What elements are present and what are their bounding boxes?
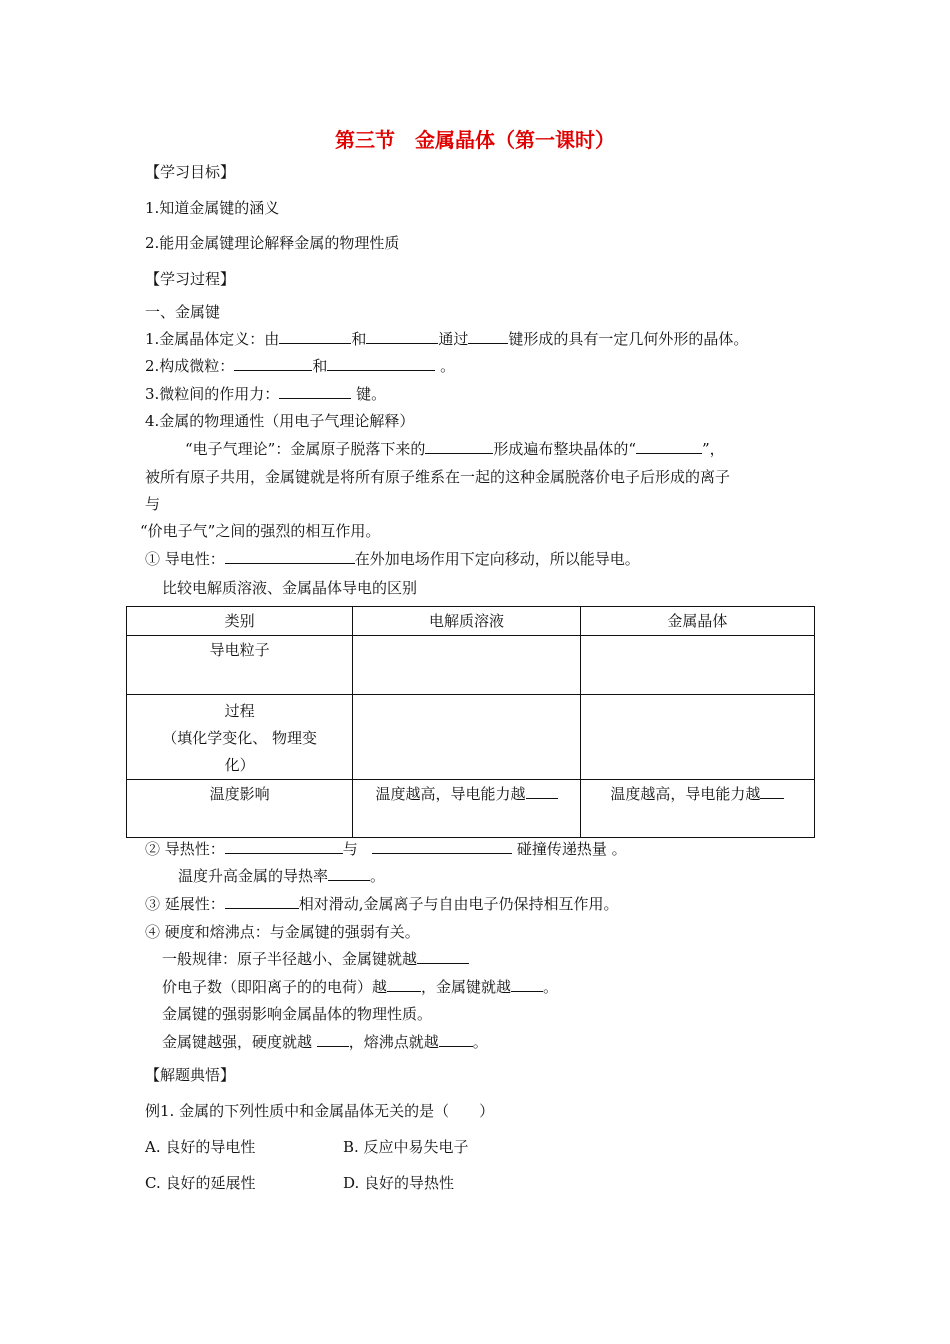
blank-field[interactable] [511,977,543,992]
blank-field[interactable] [760,784,784,799]
table-cell: 导电粒子 [127,636,353,695]
answer-cell[interactable] [353,695,580,780]
goal-2: 2.能用金属键理论解释金属的物理性质 [145,234,400,252]
theory-line-1: “电子气理论”：金属原子脱落下来的 形成遍布整块晶体的“ ”， [185,440,725,458]
answer-cell[interactable] [580,636,814,695]
blank-field[interactable] [328,866,370,881]
option-d[interactable]: D. 良好的导热性 [343,1174,455,1192]
blank-field[interactable] [526,784,558,799]
answer-cell[interactable] [580,695,814,780]
table-header-row [127,607,815,636]
goals-header: 【学习目标】 [145,163,236,181]
conductivity-line: ① 导电性： 在外加电场作用下定向移动，所以能导电。 [145,550,640,568]
theory-line-4: “价电子气”之间的强烈的相互作用。 [140,522,381,540]
goal-1: 1.知道金属键的涵义 [145,199,280,217]
table-header: 金属晶体 [580,607,814,636]
heat-line: ② 导热性： 与 碰撞传递热量 。 [145,840,627,858]
rule-4: 金属键越强，硬度就越 ，熔沸点就越 。 [162,1033,488,1051]
blank-field[interactable] [234,356,312,371]
props-title: 4.金属的物理通性（用电子气理论解释） [145,412,415,430]
blank-field[interactable] [439,1032,473,1047]
table-row [127,636,815,695]
blank-field[interactable] [366,329,438,344]
force-line: 3.微粒间的作用力： 键。 [145,385,387,403]
table-cell: 温度影响 [127,780,353,838]
blank-field[interactable] [636,439,702,454]
blank-field[interactable] [327,356,435,371]
table-row [127,780,815,838]
example-question: 例1. 金属的下列性质中和金属晶体无关的是（ ） [145,1102,495,1120]
blank-field[interactable] [317,1032,349,1047]
theory-line-2: 被所有原子共用，金属键就是将所有原子维系在一起的这种金属脱落价电子后形成的离子 [145,468,731,486]
process-header: 【学习过程】 [145,270,236,288]
compare-title: 比较电解质溶液、金属晶体导电的区别 [162,579,418,597]
option-c[interactable]: C. 良好的延展性 [145,1174,256,1192]
hardness-line: ④ 硬度和熔沸点：与金属键的强弱有关。 [145,923,420,941]
blank-field[interactable] [387,977,421,992]
page-title: 第三节 金属晶体（第一课时） [335,128,615,152]
particles-line: 2.构成微粒： 和 。 [145,357,456,375]
option-b[interactable]: B. 反应中易失电子 [343,1138,469,1156]
example-header: 【解题典悟】 [145,1066,236,1084]
blank-field[interactable] [225,549,355,564]
comparison-table [126,606,815,838]
blank-field[interactable] [425,439,493,454]
ductility-line: ③ 延展性： 相对滑动,金属离子与自由电子仍保持相互作用。 [145,895,619,913]
table-cell: 温度越高，导电能力越 [580,780,814,838]
theory-line-3: 与 [145,495,161,513]
blank-field[interactable] [417,949,469,964]
answer-cell[interactable] [353,636,580,695]
rule-3: 金属键的强弱影响金属晶体的物理性质。 [162,1005,433,1023]
table-cell: 温度越高，导电能力越 [353,780,580,838]
blank-field[interactable] [279,384,351,399]
table-cell: 过程 （填化学变化、 物理变 化） [127,695,353,780]
blank-field[interactable] [225,894,299,909]
table-header: 电解质溶液 [353,607,580,636]
rule-2: 价电子数（即阳离子的的电荷）越 ，金属键就越 。 [162,978,559,996]
blank-field[interactable] [468,329,508,344]
definition-line: 1.金属晶体定义：由 和 通过 键形成的具有一定几何外形的晶体。 [145,330,749,348]
section-1-heading: 一、金属键 [145,303,221,321]
table-row [127,695,815,780]
blank-field[interactable] [279,329,351,344]
table-header: 类别 [127,607,353,636]
blank-field[interactable] [225,839,343,854]
rule-1: 一般规律：原子半径越小、金属键就越 [162,949,469,969]
option-a[interactable]: A. 良好的导电性 [145,1138,256,1156]
blank-field[interactable] [372,839,512,854]
heat-line-2: 温度升高金属的导热率 。 [178,867,386,885]
